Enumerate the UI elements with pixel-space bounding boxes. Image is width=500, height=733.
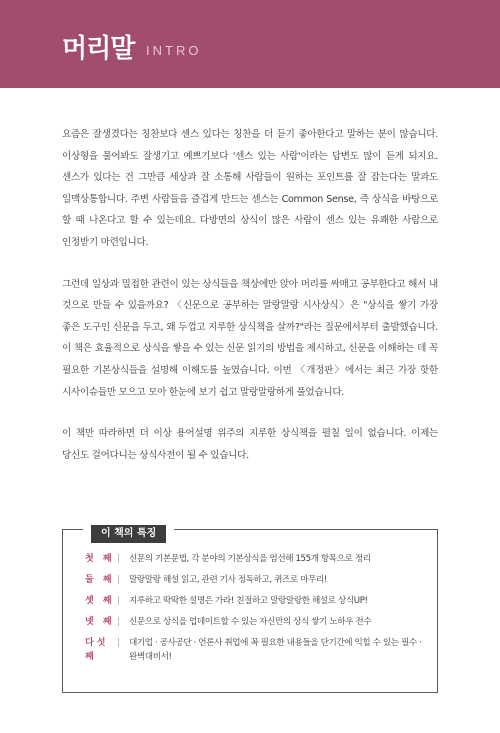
intro-paragraph-1: 요즘은 잘생겼다는 칭찬보다 센스 있다는 칭찬을 더 듣기 좋아한다고 말하는 분이 많습니다. 이상형을 물어봐도 잘생기고 예쁘기보다 '센스 있는 사람'이라는 답변도 많이 듣게 되지요. 센스가 있다는 건 그만큼 세상과 잘 소통해 사람들이 원하는 포인트를 잘 잡는다는 말과도 일맥상통합니다. 주변 사람들을 즐겁게 만드는 센스는 Common Sense, 즉 상식을 바탕으로 할 때 나온다고 할 수 있는데요. 다방면의 상식이 많은 사람이 센스 있는 유쾌한 사람으로 인정받기 마련입니다. — [62, 129, 438, 248]
feature-separator: | — [117, 617, 121, 627]
intro-paragraph-2: 그런데 일상과 밀접한 관련이 있는 상식들을 책상에만 앉아 머리를 싸매고 공부한다고 해서 내 것으로 만들 수 있을까요? 〈신문으로 공부하는 말랑말랑 시사상식〉은 "상식을 쌓기 가장 좋은 도구인 신문을 두고, 왜 두껍고 지루한 상식책을 살까?"라는 질문에서부터 출발했습니다. 이 책은 효율적으로 상식을 쌓을 수 있는 신문 읽기의 방법을 제시하고, 신문을 이해하는 데 꼭 필요한 기본상식들을 설명해 이해도를 높였습니다. 이번 〈개정판〉에서는 최근 가장 핫한 시사이슈들만 모으고 모아 한눈에 보기 쉽고 말랑말랑하게 풀었습니다. — [62, 278, 438, 398]
feature-key: 둘 째 — [85, 575, 115, 585]
feature-text: 지루하고 딱딱한 설명은 가라! 친절하고 말랑말랑한 해설로 상식UP! — [129, 596, 368, 606]
feature-key: 다섯째 — [85, 638, 109, 662]
feature-separator: | — [117, 554, 121, 564]
feature-text: 신문의 기본문법, 각 분야의 기본상식을 엄선해 155개 항목으로 정리 — [129, 554, 371, 564]
feature-item-1 — [85, 552, 425, 566]
feature-separator: | — [117, 575, 121, 585]
features-title-badge — [83, 521, 174, 543]
feature-separator: | — [117, 638, 121, 648]
features-box — [62, 529, 438, 693]
page-title: 머리말 — [62, 34, 135, 64]
intro-paragraph-3: 이 책만 따라하면 더 이상 용어설명 위주의 지루한 상식책을 펼칠 일이 없습니다. 이제는 당신도 걸어다니는 상식사전이 될 수 있습니다. — [62, 428, 438, 461]
intro-body — [62, 124, 438, 486]
features-title: 이 책의 특징 — [91, 525, 166, 543]
feature-key: 넷 째 — [85, 617, 115, 627]
page-subtitle: INTRO — [146, 43, 202, 58]
feature-key: 셋 째 — [85, 596, 115, 606]
feature-text: 신문으로 상식을 업데이트할 수 있는 자신만의 상식 쌓기 노하우 전수 — [129, 617, 372, 627]
feature-separator: | — [117, 596, 121, 606]
feature-key: 첫 째 — [85, 554, 115, 564]
features-list — [85, 552, 425, 671]
feature-item-4 — [85, 615, 425, 629]
feature-item-3 — [85, 594, 425, 608]
feature-item-2 — [85, 573, 425, 587]
feature-text: 말랑말랑 해설 읽고, 관련 기사 정독하고, 퀴즈로 마무리! — [129, 575, 327, 585]
page-header — [0, 0, 500, 88]
feature-text: 대기업 · 공사공단 · 언론사 취업에 꼭 필요한 내용들을 단기간에 익힐 수 있는 필수 · 완벽대비서! — [129, 638, 422, 662]
feature-item-5 — [85, 636, 425, 664]
